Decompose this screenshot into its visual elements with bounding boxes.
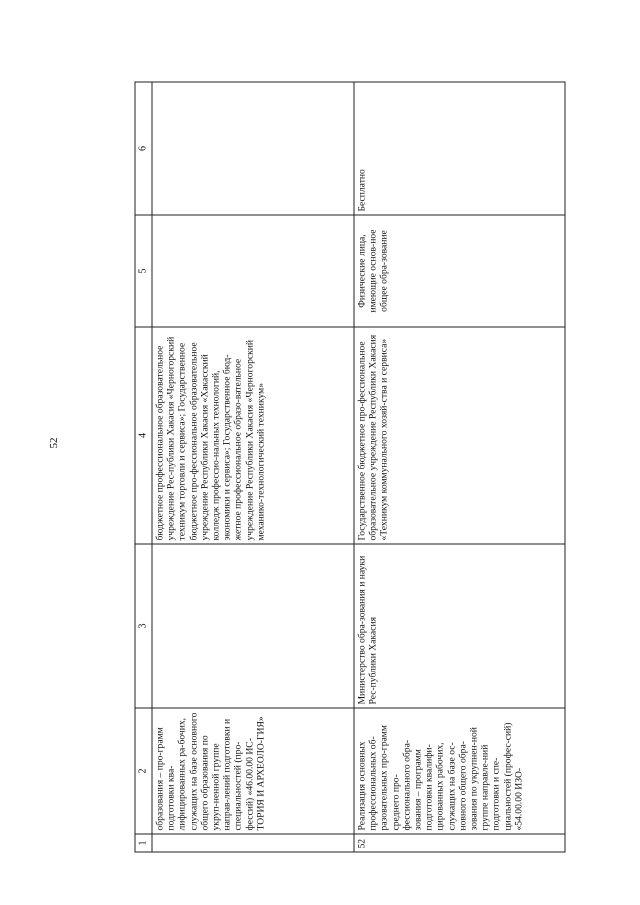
header-cell-5: 5 [135,215,152,327]
consumers-cell: Физические лица, имеющие основ-ное общее обра-зование [354,215,565,327]
row-number-cell [152,834,354,852]
row-number-cell: 52 [354,834,565,852]
authority-cell [152,544,354,708]
header-cell-2: 2 [135,708,152,834]
table-row [152,82,354,852]
payment-cell: Бесплатно [354,82,565,215]
payment-cell [152,82,354,215]
rotated-table-container [135,82,566,852]
table-header-row [135,82,152,852]
page-number: 52 [48,437,60,449]
institutions-cell: бюджетное профессиональное образовательное учреждение Рес-публики Хакасия «Черногорский техникум торговли и сервиса»; Государственное бюджетное про-фессиональное образовательное учреждение Республики Хакасия «Хакасский колледж профессио-нальных технологий, экономики и сервиса»; Государственное бюд-жетное профессиональное образо-вательное учреждение Республики Хакасия «Черногорский механико-технологический техникум» [152,327,354,544]
service-name-cell: образования – про-грамм подготовки ква-лифицированных ра-бочих, служащих на базе основного общего образования по укруп-ненной группе направ-лений подготовки и специальностей (про-фессий) «46.00.00 ИС-ТОРИЯ И АРХЕОЛО-ГИЯ» [152,708,354,834]
header-cell-4: 4 [135,327,152,544]
consumers-cell [152,215,354,327]
header-cell-3: 3 [135,544,152,708]
service-name-cell: Реализация основных профессиональных об-разовательных про-грамм среднего про-фессионального обра-зования – программ подготовки квалифи-цированных рабочих, служащих на базе ос-новного общего обра-зования по укрупнен-ной группе направле-ний подготовки и спе-циальностей (профес-сий) «54.00.00 ИЗО- [354,708,565,834]
header-cell-6: 6 [135,82,152,215]
services-table [135,81,566,852]
institutions-cell: Государственное бюджетное про-фессиональное образовательное учреждение Республики Хакасия «Техникум коммунального хозяй-ства и сервиса» [354,327,565,544]
header-cell-1: 1 [135,834,152,852]
authority-cell: Министерство обра-зования и науки Рес-публики Хакасия [354,544,565,708]
table-row [354,82,565,852]
